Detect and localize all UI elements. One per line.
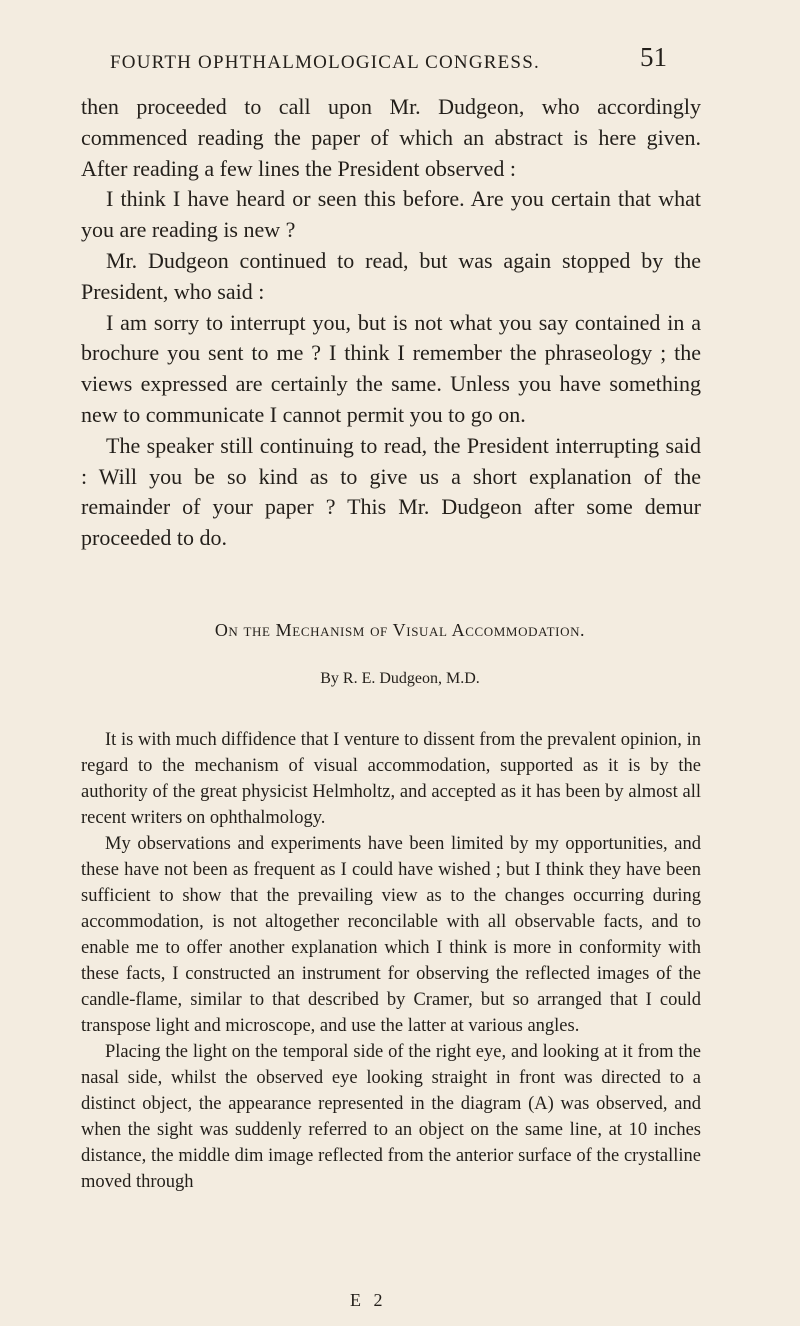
article-byline: By R. E. Dudgeon, M.D. <box>320 670 480 687</box>
paragraph: I think I have heard or seen this before. Are you certain that what you are reading is new ? <box>81 186 701 243</box>
article-body <box>81 727 701 1195</box>
paragraph: It is with much diffidence that I venture to dissent from the prevalent opinion, in regard to the mechanism of visual accommodation, supported as it is by the authority of the great physicist Helmholtz, and accepted as it has been by almost all recent writers on ophthalmology. <box>81 730 701 828</box>
paragraph: The speaker still continuing to read, the President interrupting said : Will you be so kind as to give us a short explanation of the remainder of your paper ? This Mr. Dudgeon after some demur proceeded to do. <box>81 432 701 551</box>
page-number: 51 <box>640 42 667 72</box>
paragraph: Placing the light on the temporal side of the right eye, and looking at it from the nasal side, whilst the observed eye looking straight in front was directed to a distinct object, the appearance represented in the diagram (A) was observed, and when the sight was suddenly referred to an object on the same line, at 10 inches distance, the middle dim image reflected from the anterior surface of the crystalline moved through <box>81 1042 701 1192</box>
running-head <box>0 42 800 82</box>
paragraph: My observations and experiments have been limited by my opportunities, and these have not been as frequent as I could have wished ; but I think they have been sufficient to show that the prevailing view as to the changes occurring during accommodation, is not altogether reconcilable with all observable facts, and to enable me to offer another explanation which I think is more in conformity with these facts, I constructed an instrument for observing the reflected images of the candle-flame, similar to that described by Cramer, but so arranged that I could transpose light and microscope, and use the latter at various angles. <box>81 834 701 1036</box>
running-title: FOURTH OPHTHALMOLOGICAL CONGRESS. <box>110 52 540 73</box>
paragraph: then proceeded to call upon Mr. Dudgeon, who accordingly commenced reading the paper of which an abstract is here given. After reading a few lines the President observed : <box>81 94 701 181</box>
discussion-text <box>81 92 701 554</box>
paragraph: Mr. Dudgeon continued to read, but was again stopped by the President, who said : <box>81 247 701 304</box>
printer-signature-mark: E 2 <box>350 1290 387 1310</box>
article-title: On the Mechanism of Visual Accommodation. <box>214 620 586 640</box>
paragraph: I am sorry to interrupt you, but is not what you say contained in a brochure you sent to me ? I think I remember the phraseology ; the views expressed are certainly the same. Unless you have something new to communicate I cannot permit you to go on. <box>81 309 701 427</box>
